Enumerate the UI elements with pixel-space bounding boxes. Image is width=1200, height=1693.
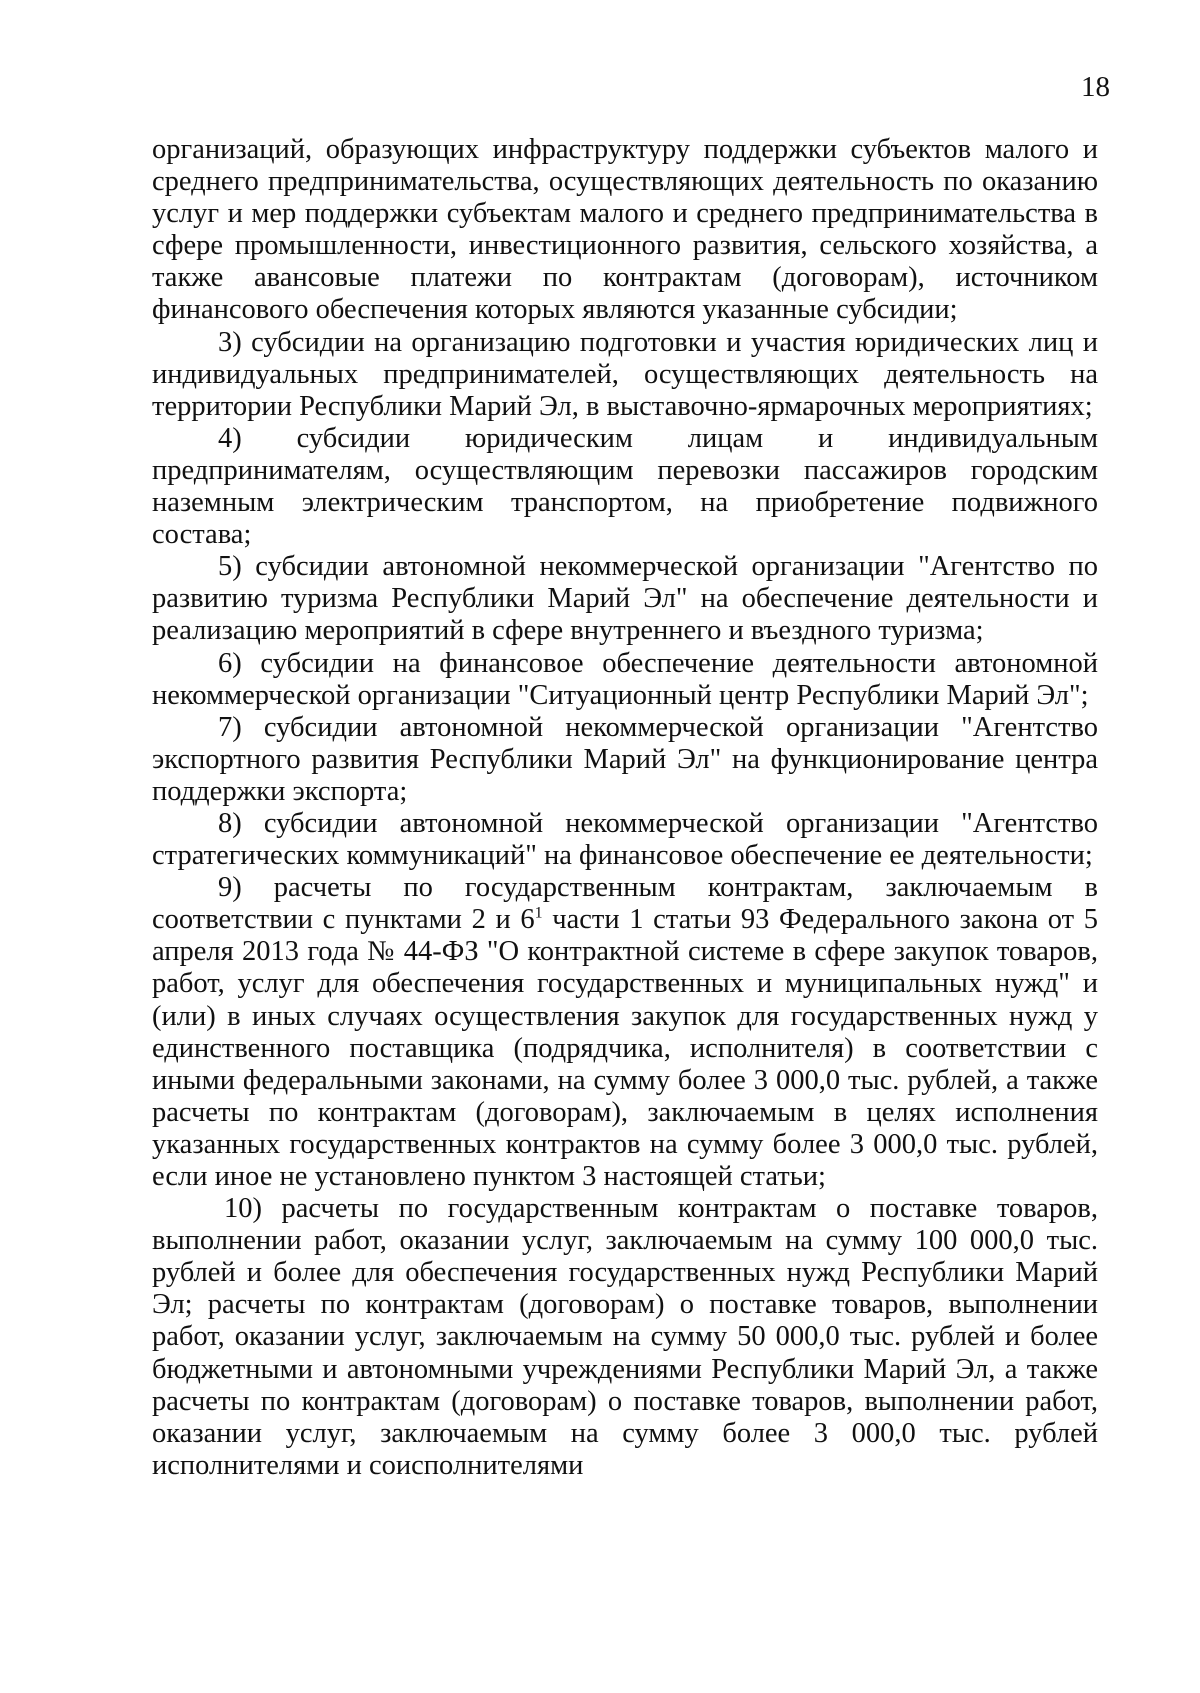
- paragraph-item-6: 6) субсидии на финансовое обеспечение деятельности автономной некоммерческой организации "Ситуационный центр Республики Марий Эл";: [152, 647, 1098, 711]
- paragraph-item-5: 5) субсидии автономной некоммерческой организации "Агентство по развитию туризма Республики Марий Эл" на обеспечение деятельности и реализацию мероприятий в сфере внутреннего и въездного туризма;: [152, 551, 1098, 647]
- page-number: 18: [1081, 71, 1110, 103]
- paragraph-item-3: 3) субсидии на организацию подготовки и участия юридических лиц и индивидуальных предпринимателей, осуществляющих деятельность на территории Республики Марий Эл, в выставочно-ярмарочных мероприятиях;: [152, 326, 1098, 422]
- footnote-superscript: 1: [534, 904, 543, 922]
- document-body: [152, 134, 1098, 1482]
- paragraph-item-8: 8) субсидии автономной некоммерческой организации "Агентство стратегических коммуникаций" на финансовое обеспечение ее деятельности;: [152, 807, 1098, 872]
- paragraph-item-7: 7) субсидии автономной некоммерческой организации "Агентство экспортного развития Республики Марий Эл" на функционирование центра поддержки экспорта;: [152, 711, 1098, 807]
- paragraph-item-9-text-end: части 1 статьи 93 Федерального закона от 5 апреля 2013 года № 44-ФЗ "О контрактной системе в сфере закупок товаров, работ, услуг для обеспечения государственных и муниципальных нужд" и (или) в иных случаях осуществления закупок для государственных нужд у единственного поставщика (подрядчика, исполнителя) в соответствии с иными федеральными законами, на сумму более 3 000,0 тыс. рублей, а также расчеты по контрактам (договорам), заключаемым в целях исполнения указанных государственных контрактов на сумму более 3 000,0 тыс. рублей, если иное не установлено пунктом 3 настоящей статьи;: [152, 904, 1098, 1192]
- paragraph-item-4: 4) субсидии юридическим лицам и индивидуальным предпринимателям, осуществляющим перевозки пассажиров городским наземным электрическим транспортом, на приобретение подвижного состава;: [152, 422, 1098, 551]
- paragraph-item-9: [152, 872, 1098, 1193]
- paragraph-item-10: 10) расчеты по государственным контрактам о поставке товаров, выполнении работ, оказании услуг, заключаемым на сумму 100 000,0 тыс. рублей и более для обеспечения государственных нужд Республики Марий Эл; расчеты по контрактам (договорам) о поставке товаров, выполнении работ, оказании услуг, заключаемым на сумму 50 000,0 тыс. рублей и более бюджетными и автономными учреждениями Республики Марий Эл, а также расчеты по контрактам (договорам) о поставке товаров, выполнении работ, оказании услуг, заключаемым на сумму более 3 000,0 тыс. рублей исполнителями и соисполнителями: [152, 1193, 1098, 1481]
- paragraph-item-9-text-start: 9) расчеты по государственным контрактам, заключаемым в соответствии с пунктами 2 и 6: [152, 872, 1098, 936]
- paragraph-continuation: организаций, образующих инфраструктуру поддержки субъектов малого и среднего предпринимательства, осуществляющих деятельность по оказанию услуг и мер поддержки субъектам малого и среднего предпринимательства в сфере промышленности, инвестиционного развития, сельского хозяйства, а также авансовые платежи по контрактам (договорам), источником финансового обеспечения которых являются указанные субсидии;: [152, 134, 1098, 326]
